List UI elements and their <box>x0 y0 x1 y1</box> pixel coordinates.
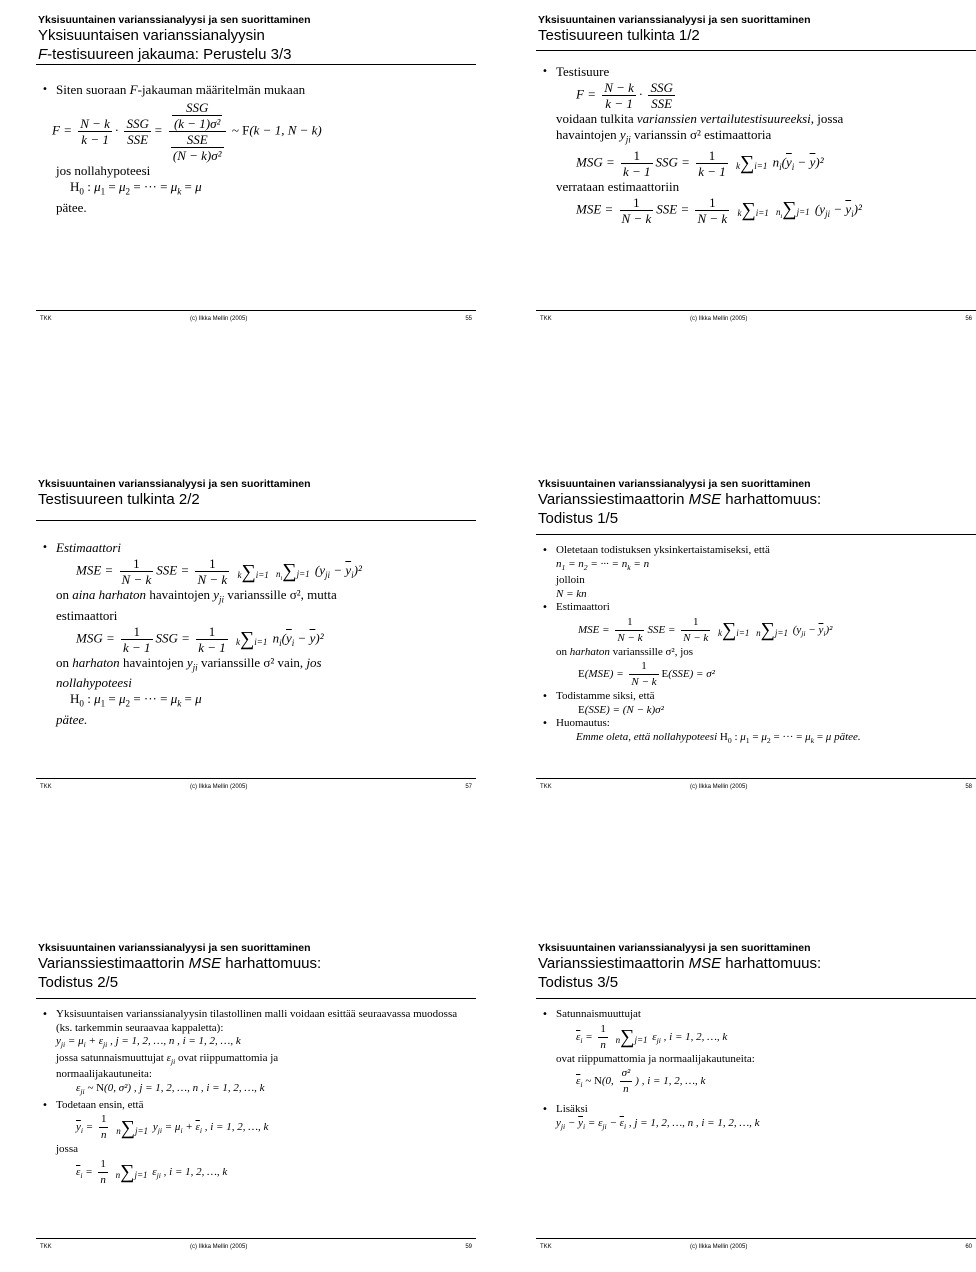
slide-body <box>42 540 472 728</box>
slide-55 <box>36 14 476 326</box>
page-number: 59 <box>465 1244 472 1250</box>
bullet-item: • Yksisuuntaisen varianssianalyysin tilastollinen malli voidaan esittää seuraavassa muodossa (ks. tarkemmin seuraavaa kappaletta): <box>42 1008 472 1035</box>
slide-body <box>42 1008 472 1188</box>
group-mean-formula: $\overline{y}_i$ = $\frac{1}{n}$ n∑j=1 $y_{ji} = \mu_i + \overline{\varepsilon}_i$ , i = 1, 2, …, k <box>76 1113 269 1142</box>
page-number: 58 <box>965 784 972 790</box>
course-header: Yksisuuntainen varianssianalyysi ja sen suorittaminen <box>38 942 311 954</box>
error-distribution: $\varepsilon_{ji}$ ~ N(0, σ²) , j = 1, 2, …, n , i = 1, 2, …, k <box>76 1081 265 1097</box>
footer-rule <box>536 778 976 779</box>
null-hypothesis: $H_0$ : $\mu_1 = \mu_2$ = ··· = $\mu_k = \mu$ <box>70 691 202 709</box>
msg-formula: MSG = $\frac{1}{k - 1}$ SSG = $\frac{1}{k - 1}$ k∑i=1 $n_i(\overline{y}_i - \overline{y})^2$ <box>76 623 324 655</box>
slide-title: Testisuureen tulkinta 2/2 <box>38 491 200 508</box>
model-formula: $y_{ji} = \mu_i + \varepsilon_{ji}$ , j = 1, 2, …, n , i = 1, 2, …, k <box>56 1035 241 1050</box>
error-mean-formula: $\overline{\varepsilon}_i$ = $\frac{1}{n}$ n∑j=1 $\varepsilon_{ji}$ , i = 1, 2, …, k <box>576 1022 728 1051</box>
slide-body <box>542 64 972 226</box>
null-text: jos nollahypoteesi <box>56 163 151 178</box>
slide-body <box>542 1008 972 1133</box>
footer-rule <box>36 310 476 311</box>
slide-title: Varianssiestimaattorin MSE harhattomuus: <box>538 955 822 972</box>
slide-title: Varianssiestimaattorin MSE harhattomuus: <box>538 491 822 508</box>
footer-rule <box>36 778 476 779</box>
course-header: Yksisuuntainen varianssianalyysi ja sen suorittaminen <box>538 478 811 490</box>
footer-rule <box>536 310 976 311</box>
footer-author: (c) Ilkka Mellin (2005) <box>690 316 748 322</box>
text-line: havaintojen $y_{ji}$ varianssin σ² estimaattoria <box>556 127 772 145</box>
f-formula: F = $\frac{N - k}{k - 1}$ · $\frac{\text{SSG}}{\text{SSE}}$ = $\frac{\frac{\text{SSG}}{\text{(k − 1)σ²}}}{\frac{\text{SSE}}{\text{(N − k)σ²}}}$ ~ F(k − 1, N − k) <box>52 100 322 163</box>
n-total: N = kn <box>556 587 587 600</box>
expectation-formula: E(MSE) = $\frac{1}{N - k}$ E(SSE) = σ² <box>578 660 715 689</box>
bullet-item: • Estimaattori <box>42 540 472 556</box>
msg-formula: MSG = $\frac{1}{k - 1}$ SSG = $\frac{1}{k - 1}$ k∑i=1 $n_i(\overline{y}_i - \overline{y})^2$ <box>576 147 824 179</box>
page-number: 60 <box>965 1244 972 1250</box>
slide-title-line2: Todistus 2/5 <box>38 974 119 991</box>
null-hypothesis: $H_0$ : $\mu_1 = \mu_2$ = ··· = $\mu_k = \mu$ <box>70 179 202 197</box>
bullet-item: • Todetaan ensin, että <box>42 1099 472 1113</box>
slide-60 <box>536 942 976 1254</box>
course-header: Yksisuuntainen varianssianalyysi ja sen suorittaminen <box>38 14 311 26</box>
footer-rule <box>36 1238 476 1239</box>
text-line: on harhaton havaintojen $y_{ji}$ varianssille σ² vain, jos <box>56 654 322 673</box>
sse-expectation: E(SSE) = (N − k)σ² <box>578 703 664 716</box>
slide-57 <box>36 478 476 790</box>
text-line: jossa satunnaismuuttujat $\varepsilon_{ji}$ ovat riippumattomia ja <box>56 1051 279 1066</box>
footer-author: (c) Ilkka Mellin (2005) <box>190 784 248 790</box>
text-line: on harhaton varianssille σ², jos <box>556 645 694 658</box>
slide-title: Testisuureen tulkinta 1/2 <box>538 27 700 44</box>
footer-org: TKK <box>40 1244 52 1250</box>
mse-formula: MSE = $\frac{1}{N - k}$ SSE = $\frac{1}{N - k}$ k∑i=1 $n_i\sum j=1$ $(y_{ji} - \overline{y}_i)^2$ <box>76 556 362 587</box>
holds-text: pätee. <box>56 199 87 215</box>
text-line: nollahypoteesi <box>56 675 132 691</box>
bullet-item: • Satunnaismuuttujat <box>542 1008 972 1022</box>
footer-author: (c) Ilkka Mellin (2005) <box>190 316 248 322</box>
residual-formula: $y_{ji} - \overline{y}_i = \varepsilon_{ji} - \overline{\varepsilon}_i$ , j = 1, 2, …, n , i = 1, 2, …, k <box>556 1116 760 1131</box>
page-number: 56 <box>965 316 972 322</box>
text-line: jossa <box>56 1143 78 1156</box>
text-line: normaalijakautuneita: <box>56 1068 152 1081</box>
mse-formula: MSE = $\frac{1}{N - k}$ SSE = $\frac{1}{N - k}$ k∑i=1 n∑j=1 $(y_{ji} - \overline{y}_i)^2$ <box>578 615 833 644</box>
slide-title: Yksisuuntaisen varianssianalyysin <box>38 27 265 44</box>
slide-title: Varianssiestimaattorin MSE harhattomuus: <box>38 955 322 972</box>
holds-text: pätee. <box>56 711 88 727</box>
bullet-item: • Siten suoraan F-jakauman määritelmän mukaan <box>42 82 472 98</box>
bullet-item: • Lisäksi <box>542 1103 972 1117</box>
text-line: estimaattori <box>56 607 118 623</box>
slide-title-line2: F-testisuureen jakauma: Perustelu 3/3 <box>38 46 292 63</box>
course-header: Yksisuuntainen varianssianalyysi ja sen suorittaminen <box>538 942 811 954</box>
text-line: jolloin <box>556 574 585 587</box>
slide-58 <box>536 478 976 790</box>
footer-org: TKK <box>40 316 52 322</box>
slide-title-line2: Todistus 1/5 <box>538 510 619 527</box>
page-number: 55 <box>465 316 472 322</box>
slide-body <box>542 544 972 747</box>
title-rule <box>36 64 476 65</box>
footer-org: TKK <box>540 316 552 322</box>
title-rule <box>36 998 476 999</box>
text-line: voidaan tulkita varianssien vertailutestisuureeksi, jossa <box>556 111 844 126</box>
slide-body <box>42 82 472 216</box>
course-header: Yksisuuntainen varianssianalyysi ja sen suorittaminen <box>38 478 311 490</box>
slide-59 <box>36 942 476 1254</box>
bullet-item: • Oletetaan todistuksen yksinkertaistamiseksi, että <box>542 544 972 558</box>
footer-org: TKK <box>40 784 52 790</box>
title-rule <box>536 50 976 51</box>
footer-org: TKK <box>540 1244 552 1250</box>
footer-org: TKK <box>540 784 552 790</box>
bullet-item: • Todistamme siksi, että <box>542 690 972 704</box>
text-line: on aina harhaton havaintojen $y_{ji}$ varianssille σ², mutta <box>56 587 337 605</box>
error-mean-distribution: $\overline{\varepsilon}_i$ ~ N(0, $\frac{\text{σ²}}{n}$ ) , i = 1, 2, …, k <box>576 1067 706 1095</box>
page-number: 57 <box>465 784 472 790</box>
footer-author: (c) Ilkka Mellin (2005) <box>690 784 748 790</box>
footer-rule <box>536 1238 976 1239</box>
course-header: Yksisuuntainen varianssianalyysi ja sen suorittaminen <box>538 14 811 26</box>
slide-56 <box>536 14 976 326</box>
text-line: ovat riippumattomia ja normaalijakautuneita: <box>556 1052 755 1065</box>
title-rule <box>536 998 976 999</box>
footer-author: (c) Ilkka Mellin (2005) <box>190 1244 248 1250</box>
note-line: Emme oleta, että nollahypoteesi $H_0$ : $\mu_1 = \mu_2$ = ··· = $\mu_k = \mu$ pätee. <box>576 730 861 745</box>
footer-author: (c) Ilkka Mellin (2005) <box>690 1244 748 1250</box>
bullet-item: • Testisuure <box>542 64 972 80</box>
title-rule <box>536 534 976 535</box>
mse-formula: MSE = $\frac{1}{N - k}$ SSE = $\frac{1}{N - k}$ k∑i=1 $n_i\sum j=1$ $(y_{ji} - \overline{y}_i)^2$ <box>576 194 862 226</box>
bullet-item: • Huomautus: <box>542 717 972 731</box>
title-rule <box>36 520 476 521</box>
slide-title-line2: Todistus 3/5 <box>538 974 619 991</box>
n-equal: $n_1 = n_2$ = ··· = $n_k = n$ <box>556 557 650 572</box>
f-formula: F = $\frac{N - k}{k - 1}$ · $\frac{\text{SSG}}{\text{SSE}}$ <box>576 80 673 111</box>
error-mean-formula: $\overline{\varepsilon}_i$ = $\frac{1}{n}$ n∑j=1 $\varepsilon_{ji}$ , i = 1, 2, …, k <box>76 1157 228 1186</box>
text-line: verrataan estimaattoriin <box>556 178 680 194</box>
bullet-item: • Estimaattori <box>542 601 972 615</box>
